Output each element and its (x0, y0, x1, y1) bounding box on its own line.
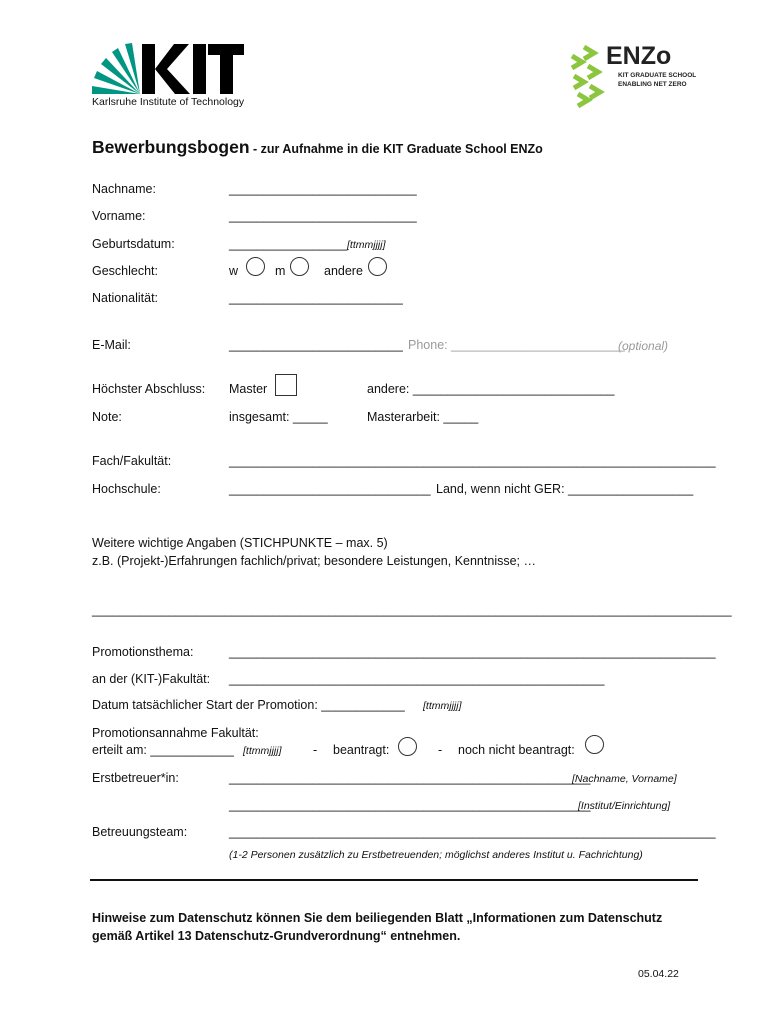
phone-field[interactable]: _________________________ (451, 338, 625, 352)
fach-label: Fach/Fakultät: (92, 454, 172, 468)
email-field[interactable]: _________________________ (229, 338, 403, 352)
enzo-title: ENZo (606, 42, 672, 70)
enzo-line1: KIT GRADUATE SCHOOL (618, 72, 697, 79)
phone-hint: (optional) (618, 339, 669, 353)
datenschutz-line2: gemäß Artikel 13 Datenschutz-Grundverordnung“ entnehmen. (92, 929, 461, 943)
fach-field[interactable]: ______________________________________________________________________ (229, 454, 716, 468)
land-field[interactable]: Land, wenn nicht GER: __________________ (436, 482, 694, 496)
geschlecht-w-label: w (229, 264, 239, 278)
nationalitaet-field[interactable]: _________________________ (229, 291, 403, 305)
geburtsdatum-hint: [ttmmjjjj] (347, 239, 386, 251)
team-hint: (1-2 Personen zusätzlich zu Erstbetreuenden; möglichst anderes Institut u. Fachrichtung) (229, 849, 643, 861)
erstbetreuer-field[interactable]: ____________________________________________________ (229, 771, 591, 785)
beantragt-label: beantragt: (333, 743, 390, 757)
title-sub: - zur Aufnahme in die KIT Graduate School ENZo (249, 142, 543, 156)
vorname-label: Vorname: (92, 209, 146, 223)
abschluss-label: Höchster Abschluss: (92, 382, 206, 396)
weitere-title: Weitere wichtige Angaben (STICHPUNKTE – max. 5) (92, 536, 388, 550)
page-title (92, 137, 543, 158)
nachname-label: Nachname: (92, 182, 156, 196)
institut-field[interactable]: ____________________________________________________ (229, 798, 591, 812)
geschlecht-m-label: m (275, 264, 286, 278)
abschluss-andere-field[interactable]: andere: _____________________________ (367, 382, 615, 396)
phone-label: Phone: (408, 338, 448, 352)
geschlecht-m-radio[interactable] (290, 257, 309, 276)
note-label: Note: (92, 410, 122, 424)
erstbetreuer-label: Erstbetreuer*in: (92, 771, 179, 785)
beantragt-radio[interactable] (398, 737, 417, 756)
section-divider (90, 879, 698, 881)
team-field[interactable]: ______________________________________________________________________ (229, 825, 716, 839)
weitere-sub: z.B. (Projekt-)Erfahrungen fachlich/privat; besondere Leistungen, Kenntnisse; … (92, 554, 536, 568)
abschluss-master-checkbox[interactable] (275, 374, 297, 396)
start-hint: [ttmmjjjj] (423, 700, 462, 712)
hochschule-field[interactable]: _____________________________ (229, 482, 431, 496)
dash-separator: - (313, 743, 318, 757)
dash-separator: - (438, 743, 443, 757)
promotionsthema-field[interactable]: ______________________________________________________________________ (229, 645, 716, 659)
abschluss-master-label: Master (229, 382, 268, 396)
nachname-field[interactable]: ___________________________ (229, 182, 417, 196)
fakultaet-field[interactable]: ______________________________________________________ (229, 672, 605, 686)
fakultaet-label: an der (KIT-)Fakultät: (92, 672, 211, 686)
geschlecht-label: Geschlecht: (92, 264, 159, 278)
chevron-stack-icon (568, 44, 608, 108)
start-field[interactable]: Datum tatsächlicher Start der Promotion: ____________ (92, 698, 405, 712)
hochschule-label: Hochschule: (92, 482, 161, 496)
geschlecht-andere-radio[interactable] (368, 257, 387, 276)
email-label: E-Mail: (92, 338, 131, 352)
kit-fan-icon (92, 42, 244, 96)
noch-nicht-label: noch nicht beantragt: (458, 743, 575, 757)
geburtsdatum-label: Geburtsdatum: (92, 237, 175, 251)
geburtsdatum-field[interactable]: _________________ (229, 237, 348, 251)
note-insgesamt-field[interactable]: insgesamt: _____ (229, 410, 328, 424)
erteilt-hint: [ttmmjjjj] (243, 745, 282, 757)
datenschutz-line1: Hinweise zum Datenschutz können Sie dem beiliegenden Blatt „Informationen zum Datenschutz (92, 911, 663, 925)
erstbetreuer-hint: [Nachname, Vorname] (572, 773, 677, 785)
promotionsthema-label: Promotionsthema: (92, 645, 194, 659)
vorname-field[interactable]: ___________________________ (229, 209, 417, 223)
geschlecht-andere-label: andere (324, 264, 363, 278)
weitere-field[interactable]: ____________________________________________________________________________________________ (92, 603, 732, 617)
annahme-label: Promotionsannahme Fakultät: (92, 726, 259, 740)
nationalitaet-label: Nationalität: (92, 291, 159, 305)
erteilt-field[interactable]: erteilt am: ____________ (92, 743, 234, 757)
note-masterarbeit-field[interactable]: Masterarbeit: _____ (367, 410, 479, 424)
title-main: Bewerbungsbogen (92, 137, 250, 157)
kit-tagline: Karlsruhe Institute of Technology (92, 96, 245, 108)
noch-nicht-radio[interactable] (585, 735, 604, 754)
team-label: Betreuungsteam: (92, 825, 188, 839)
geschlecht-w-radio[interactable] (246, 257, 265, 276)
enzo-line2: ENABLING NET ZERO (618, 81, 687, 88)
document-date: 05.04.22 (638, 968, 679, 980)
institut-hint: [Institut/Einrichtung] (578, 800, 671, 812)
